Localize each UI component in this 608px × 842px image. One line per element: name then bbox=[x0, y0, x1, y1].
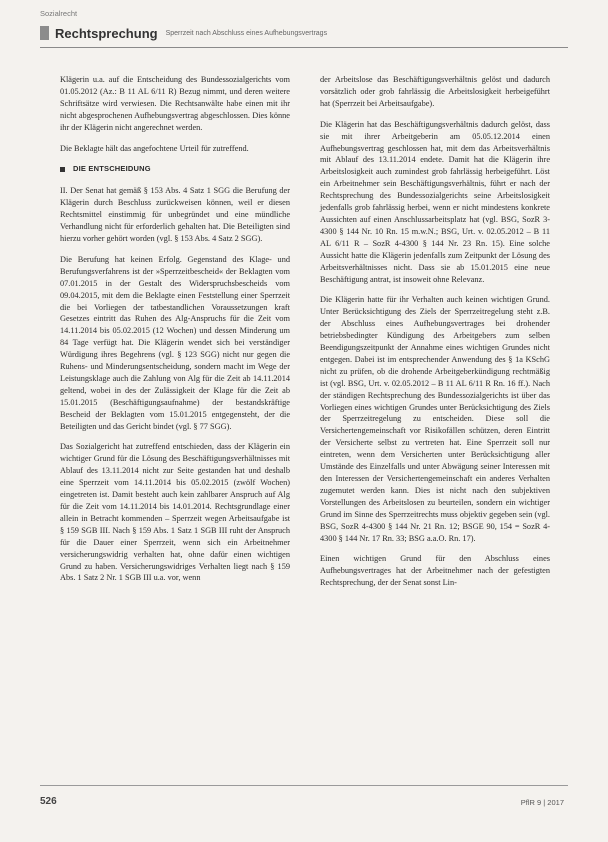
paragraph: Die Klägerin hatte für ihr Verhalten auch keinen wichtigen Grund. Unter Berücksichtigung des Ziels der Sperrzeitregelung steht z.B. der Abschluss eines Aufhebungsvertrages bei drohender betriebsbedingter Kündigung des Arbeitgebers zum selben Beendigungszeitpunkt der Annahme eines wichtigen Grundes nicht entgegen. Dabei ist im entsprechender Anwendung des § 1a KSchG nicht zu prüfen, ob die drohende Arbeitgeberkündigung rechtmäßig ist (vgl. BSG, Urt. v. 02.05.2012 – B 11 AL 6/11 R Rn. 16 ff.). Nach der ständigen Rechtsprechung des Bundessozialgerichts ist über das Vorliegen eines wichtigen Grundes unter Berücksichtigung des Ziels der Sperrzeitregelung zu entscheiden. Diese soll die Versichertengemeinschaft vor Risikofällen schützen, deren Eintritt der Versicherte selbst zu vertreten hat. Eine Sperrzeit soll nur eintreten, wenn dem Versicherten unter Berücksichtigung aller Umstände des Einzelfalls und unter Abwägung seiner Interessen mit den Interessen der Versichertengemeinschaft ein anderes Verhalten zugemutet werden kann. Dies ist nicht nach den subjektiven Vorstellungen des Arbeitslosen zu beurteilen, sondern ein wichtiger Grund im Sinne des Sperrzeitrechts muss objektiv gegeben sein (vgl. BSG, SozR 4-4300 § 144 Nr. 21 Rn. 12; BSGE 90, 154 = SozR 4-4300 § 144 Nr. 17 Rn. 33; BSG a.a.O. Rn. 17). bbox=[320, 295, 550, 543]
right-column bbox=[320, 74, 550, 598]
paragraph: II. Der Senat hat gemäß § 153 Abs. 4 Satz 1 SGG die Berufung der Klägerin durch Beschluss zurückweisen können, weil er diesen Rechtsmittel einstimmig für unbegründet und eine mündliche Verhandlung nicht für erforderlich gehalten hat. Die Beteiligten sind hierzu vorher gehört worden (vgl. § 153 Abs. 4 Satz 2 SGG). bbox=[60, 186, 290, 243]
paragraph: Die Klägerin hat das Beschäftigungsverhältnis dadurch gelöst, dass sie mit ihrer Arbeitgeberin am 05.05.12.2014 einen Aufhebungsvertrag geschlossen hat, mit dem das Arbeitsverhältnis mit Ablauf des 13.11.2014 endete. Damit hat die Klägerin ihre Arbeitslosigkeit auch zumindest grob fahrlässig herbeigeführt. Löst ein Arbeitnehmer sein Beschäftigungsverhältnis, führt er nach der Rechtsprechung des Bundessozialgerichts seine Arbeitslosigkeit jedenfalls grob fahrlässig herbei, wenn er nicht mindestens konkrete Aussichten auf einen Anschlussarbeitsplatz hat (vgl. BSG, SozR 3-4300 § 144 Nr. 10 Rn. 15 m.w.N.; BSG, Urt. v. 02.05.2012 – B 11 AL 6/11 R – SozR 4-4300 § 144 Nr. 23 Rn. 15). Eine solche Aussicht hatte die Klägerin jedenfalls zum Zeitpunkt der Lösung des Arbeitsverhältnisses nicht. Dass sie ab 15.01.2015 eine neue Beschäftigung antrat, ist insoweit ohne Relevanz. bbox=[320, 119, 550, 284]
page-number: 526 bbox=[40, 796, 57, 807]
paragraph: Klägerin u.a. auf die Entscheidung des Bundessozialgerichts vom 01.05.2012 (Az.: B 11 AL 6/11 R) Bezug nimmt, und deren weitere Schriftsätze wird verwiesen. Die Rechtsanwälte habe einen mit ihr nicht abgesprochenen Aufhebungsvertrag abgeschlossen. Dies könne ihr der Klägerin nicht angerechnet werden. bbox=[60, 75, 290, 132]
paragraph: Das Sozialgericht hat zutreffend entschieden, dass der Klägerin ein wichtiger Grund für die Lösung des Beschäftigungsverhältnisses mit Ablauf des 13.11.2014 nicht zur Seite gestanden hat und deshalb eine Sperrzeit vom 14.11.2014 bis 05.02.2015 (zwölf Wochen) eingetreten ist. Damit besteht auch kein zahlbarer Anspruch auf Alg für die Zeit vom 14.11.2014 bis 14.01.2014. Rechtsgrundlage einer allein in Betracht kommenden – Sperrzeit wegen Arbeitsaufgabe ist § 159 SGB III. Nach § 159 Abs. 1 Satz 1 SGB III ruht der Anspruch für die Dauer einer Sperrzeit, wenn sich ein Arbeitnehmer versicherungswidrig verhalten hat, ohne dafür einen wichtigen Grund zu haben. Versicherungswidriges Verhalten liegt nach § 159 Abs. 1 Satz 2 Nr. 1 SGB III u.a. vor, wenn bbox=[60, 442, 290, 583]
section-heading-text: DIE ENTSCHEIDUNG bbox=[73, 164, 151, 174]
paragraph: Die Berufung hat keinen Erfolg. Gegenstand des Klage- und Berufungsverfahrens ist der »Sperrzeitbescheid« der Beklagten vom 07.01.2015 in der Gestalt des Widerspruchsbescheids vom 09.04.2015, mit dem die Beklagte einen Feststellung einer Sperrzeit die bei Vorliegen der tatbestandlichen Voraussetzungen kraft Gesetzes eintritt das Ruhen des Alg-Anspruchs für die Zeit vom 14.11.2014 bis 05.02.2015 (12 Wochen) und dessen Minderung um 84 Tage verfügt hat. Die Klägerin wendet sich bei verständiger Würdigung ihres Begehrens (vgl. § 123 SGG) nicht nur gegen die Ruhens- und Minderungsentscheidung, sondern macht im Wege der Leistungsklage auch die Zahlung von Alg für die Zeit ab 14.11.2014 geltend, wobei in des der Zulässigkeit der Klage für die Zeit ab 15.01.2015 (Beschäftigungsaufnahme) der bestandskräftige Bescheid der Beklagten vom 15.01.2015 entgegensteht, der die Beteiligten und das Gericht bindet (vgl. § 77 SGG). bbox=[60, 254, 290, 431]
section-label: Sozialrecht bbox=[40, 9, 78, 18]
section-heading bbox=[60, 163, 290, 175]
paragraph: Die Beklagte hält das angefochtene Urteil für zutreffend. bbox=[60, 143, 249, 153]
paragraph: Einen wichtigen Grund für den Abschluss eines Aufhebungsvertrages hat der Arbeitnehmer nach der gefestigten Rechtsprechung, der der Senat sonst Lin- bbox=[320, 554, 550, 588]
header-marker-bar bbox=[40, 26, 49, 40]
header-title: Rechtsprechung bbox=[55, 25, 158, 41]
square-bullet-icon bbox=[60, 167, 65, 172]
page-header bbox=[40, 24, 560, 42]
left-column bbox=[60, 74, 290, 593]
paragraph: der Arbeitslose das Beschäftigungsverhältnis gelöst und dadurch vorsätzlich oder grob fahrlässig die Arbeitslosigkeit herbeigeführt hat (Sperrzeit bei Arbeitsaufgabe). bbox=[320, 75, 550, 108]
header-subtitle: Sperrzeit nach Abschluss eines Aufhebungsvertrags bbox=[165, 29, 328, 37]
journal-reference: PflR 9 | 2017 bbox=[520, 798, 564, 807]
header-rule bbox=[40, 47, 568, 48]
footer-rule bbox=[40, 785, 568, 786]
